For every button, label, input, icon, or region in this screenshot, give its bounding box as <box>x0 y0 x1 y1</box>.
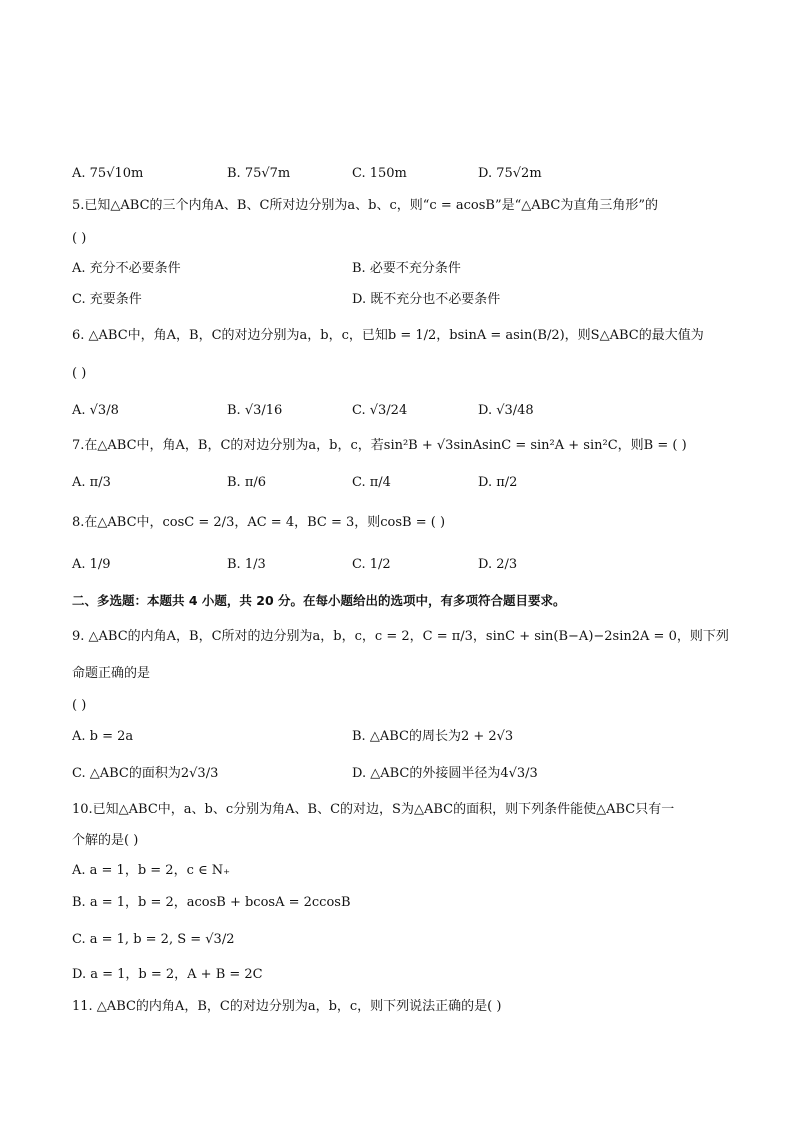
q7-option-c: C. π/4 <box>352 475 391 490</box>
q5-stem: 5.已知△ABC的三个内角A、B、C所对边分别为a、b、c，则“c = acosB”是“△ABC为直角三角形”的 <box>72 198 659 213</box>
q10-option-a: A. a = 1，b = 2，c ∈ N₊ <box>72 863 230 878</box>
q10-option-b: B. a = 1，b = 2，acosB + bcosA = 2ccosB <box>72 895 351 910</box>
q6-option-d: D. √3/48 <box>478 403 534 418</box>
q6-stem: 6. △ABC中，角A，B，C的对边分别为a，b，c，已知b = 1/2，bsinA = asin(B/2)，则S△ABC的最大值为 <box>72 328 704 343</box>
q8-option-a: A. 1/9 <box>72 557 111 572</box>
q5-option-b: B. 必要不充分条件 <box>352 261 461 276</box>
q5-paren: ( ) <box>72 231 87 246</box>
q9-paren: ( ) <box>72 698 87 713</box>
q8-option-c: C. 1/2 <box>352 557 391 572</box>
q7-stem: 7.在△ABC中，角A，B，C的对边分别为a，b，c，若sin²B + √3sinAsinC = sin²A + sin²C，则B = ( ) <box>72 438 687 453</box>
q9-option-b: B. △ABC的周长为2 + 2√3 <box>352 729 514 744</box>
q5-option-c: C. 充要条件 <box>72 292 142 307</box>
q8-stem: 8.在△ABC中，cosC = 2/3，AC = 4，BC = 3，则cosB = ( ) <box>72 515 446 530</box>
section-2-title: 二、多选题：本题共 4 小题，共 20 分。在每小题给出的选项中，有多项符合题目要求。 <box>72 593 566 608</box>
q5-option-a: A. 充分不必要条件 <box>72 261 181 276</box>
q4-option-b: B. 75√7m <box>227 166 291 181</box>
q7-option-a: A. π/3 <box>72 475 111 490</box>
q8-option-d: D. 2/3 <box>478 557 518 572</box>
q6-option-a: A. √3/8 <box>72 403 119 418</box>
q4-option-d: D. 75√2m <box>478 166 542 181</box>
q6-paren: ( ) <box>72 366 87 381</box>
q9-stem-line2: 命题正确的是 <box>72 666 151 681</box>
q10-option-d: D. a = 1，b = 2，A + B = 2C <box>72 967 263 982</box>
q9-option-d: D. △ABC的外接圆半径为4√3/3 <box>352 766 538 781</box>
q11-stem: 11. △ABC的内角A，B，C的对边分别为a，b，c，则下列说法正确的是( ) <box>72 999 502 1014</box>
q6-option-c: C. √3/24 <box>352 403 408 418</box>
q9-stem-line1: 9. △ABC的内角A，B，C所对的边分别为a，b，c，c = 2，C = π/3，sinC + sin(B−A)−2sin2A = 0，则下列 <box>72 629 729 644</box>
q4-option-c: C. 150m <box>352 166 407 181</box>
q8-option-b: B. 1/3 <box>227 557 266 572</box>
q5-option-d: D. 既不充分也不必要条件 <box>352 292 501 307</box>
q7-option-d: D. π/2 <box>478 475 518 490</box>
q6-option-b: B. √3/16 <box>227 403 283 418</box>
q9-option-a: A. b = 2a <box>72 729 134 744</box>
q10-stem-line2: 个解的是( ) <box>72 833 139 848</box>
q10-option-c: C. a = 1, b = 2, S = √3/2 <box>72 932 235 947</box>
q10-stem-line1: 10.已知△ABC中，a、b、c分别为角A、B、C的对边，S为△ABC的面积，则下列条件能使△ABC只有一 <box>72 802 675 817</box>
q9-option-c: C. △ABC的面积为2√3/3 <box>72 766 219 781</box>
q4-option-a: A. 75√10m <box>72 166 144 181</box>
q7-option-b: B. π/6 <box>227 475 267 490</box>
